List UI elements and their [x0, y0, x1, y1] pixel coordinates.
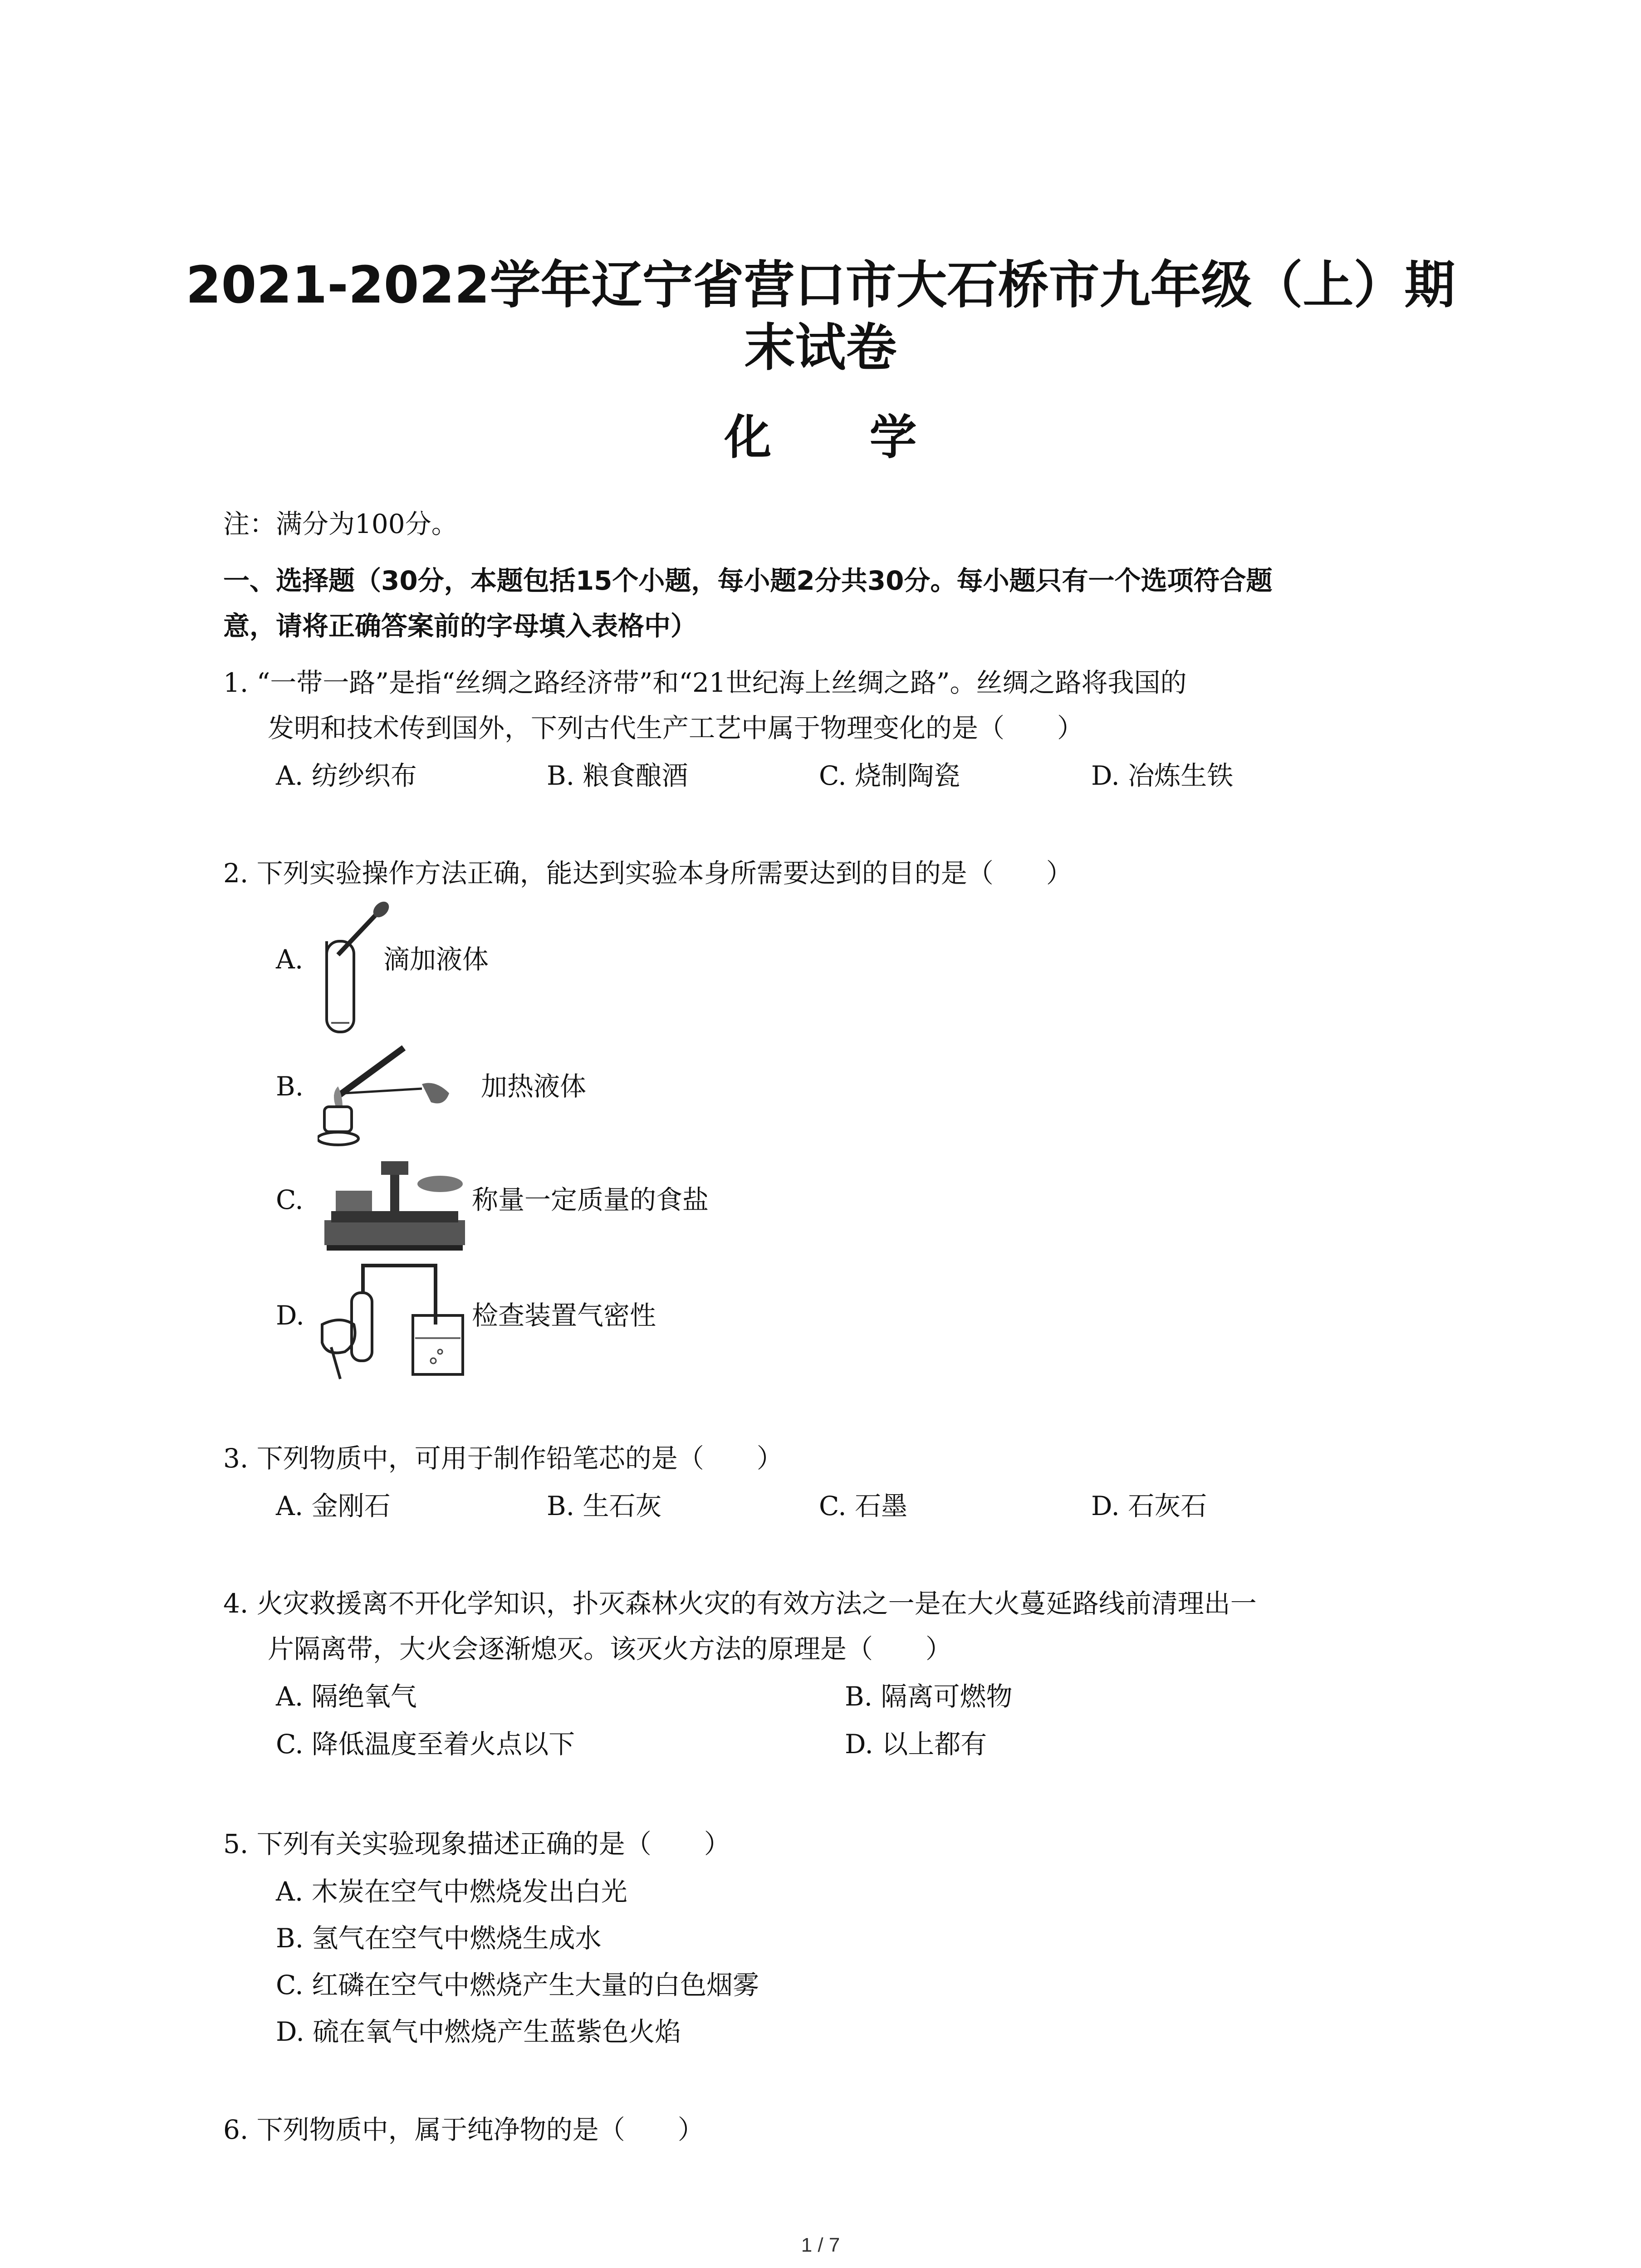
- subject-heading: 化 学: [724, 410, 958, 465]
- question-5-stem: 5. 下列有关实验现象描述正确的是（ ）: [223, 1828, 730, 1859]
- exam-title-line-1: 2021-2022学年辽宁省营口市大石桥市九年级（上）期: [186, 256, 1455, 315]
- question-2-option-d-letter: D.: [276, 1300, 304, 1331]
- question-2-stem: 2. 下列实验操作方法正确，能达到实验本身所需要达到的目的是（ ）: [223, 858, 1073, 889]
- question-2-option-d-text: 检查装置气密性: [472, 1300, 656, 1331]
- section-heading-line-1: 一、选择题（30分，本题包括15个小题，每小题2分共30分。每小题只有一个选项符合题: [223, 565, 1273, 596]
- page-number: 1 / 7: [801, 2234, 840, 2256]
- question-4-option-a: A. 隔绝氧气: [276, 1681, 417, 1712]
- question-5-option-b: B. 氢气在空气中燃烧生成水: [276, 1923, 602, 1954]
- question-1-option-a: A. 纺纱织布: [276, 760, 417, 791]
- question-5-option-a: A. 木炭在空气中燃烧发出白光: [276, 1876, 627, 1907]
- question-5-option-c: C. 红磷在空气中燃烧产生大量的白色烟雾: [276, 1970, 759, 2000]
- heating-test-tube-icon: [318, 1030, 472, 1157]
- question-2-option-b-letter: B.: [276, 1071, 304, 1102]
- dropper-test-tube-icon: [313, 900, 395, 1036]
- airtightness-apparatus-icon: [318, 1256, 481, 1383]
- question-3-option-a: A. 金刚石: [276, 1491, 391, 1521]
- question-4-stem-line-2: 片隔离带，大火会逐渐熄灭。该灭火方法的原理是（ ）: [268, 1633, 952, 1664]
- question-1-stem-line-2: 发明和技术传到国外，下列古代生产工艺中属于物理变化的是（ ）: [268, 713, 1084, 743]
- question-4-option-b: B. 隔离可燃物: [845, 1681, 1013, 1712]
- question-2-option-a-letter: A.: [276, 944, 304, 975]
- question-4-option-d: D. 以上都有: [845, 1729, 987, 1760]
- question-6-stem: 6. 下列物质中，属于纯净物的是（ ）: [223, 2114, 704, 2145]
- question-2-option-b-text: 加热液体: [481, 1071, 587, 1102]
- question-3-option-c: C. 石墨: [819, 1491, 908, 1521]
- section-heading-line-2: 意，请将正确答案前的字母填入表格中）: [223, 611, 697, 641]
- question-3-option-b: B. 生石灰: [547, 1491, 662, 1521]
- question-1-stem-line-1: 1. “一带一路”是指“丝绸之路经济带”和“21世纪海上丝绸之路”。丝绸之路将我国的: [223, 667, 1187, 698]
- question-4-option-c: C. 降低温度至着火点以下: [276, 1729, 575, 1760]
- question-2-option-c-letter: C.: [276, 1184, 304, 1215]
- question-3-stem: 3. 下列物质中，可用于制作铅笔芯的是（ ）: [223, 1443, 783, 1474]
- question-2-option-c-text: 称量一定质量的食盐: [472, 1184, 709, 1215]
- question-3-option-d: D. 石灰石: [1091, 1491, 1207, 1521]
- question-1-option-d: D. 冶炼生铁: [1091, 760, 1234, 791]
- exam-title-line-2: 末试卷: [744, 318, 897, 377]
- balance-scale-icon: [318, 1152, 472, 1256]
- question-1-option-c: C. 烧制陶瓷: [819, 760, 960, 791]
- question-1-option-b: B. 粮食酿酒: [547, 760, 688, 791]
- question-2-option-a-text: 滴加液体: [383, 944, 489, 975]
- score-note: 注：满分为100分。: [223, 508, 458, 539]
- question-4-stem-line-1: 4. 火灾救援离不开化学知识，扑灭森林火灾的有效方法之一是在大火蔓延路线前清理出一: [223, 1588, 1257, 1619]
- question-5-option-d: D. 硫在氧气中燃烧产生蓝紫色火焰: [276, 2016, 681, 2047]
